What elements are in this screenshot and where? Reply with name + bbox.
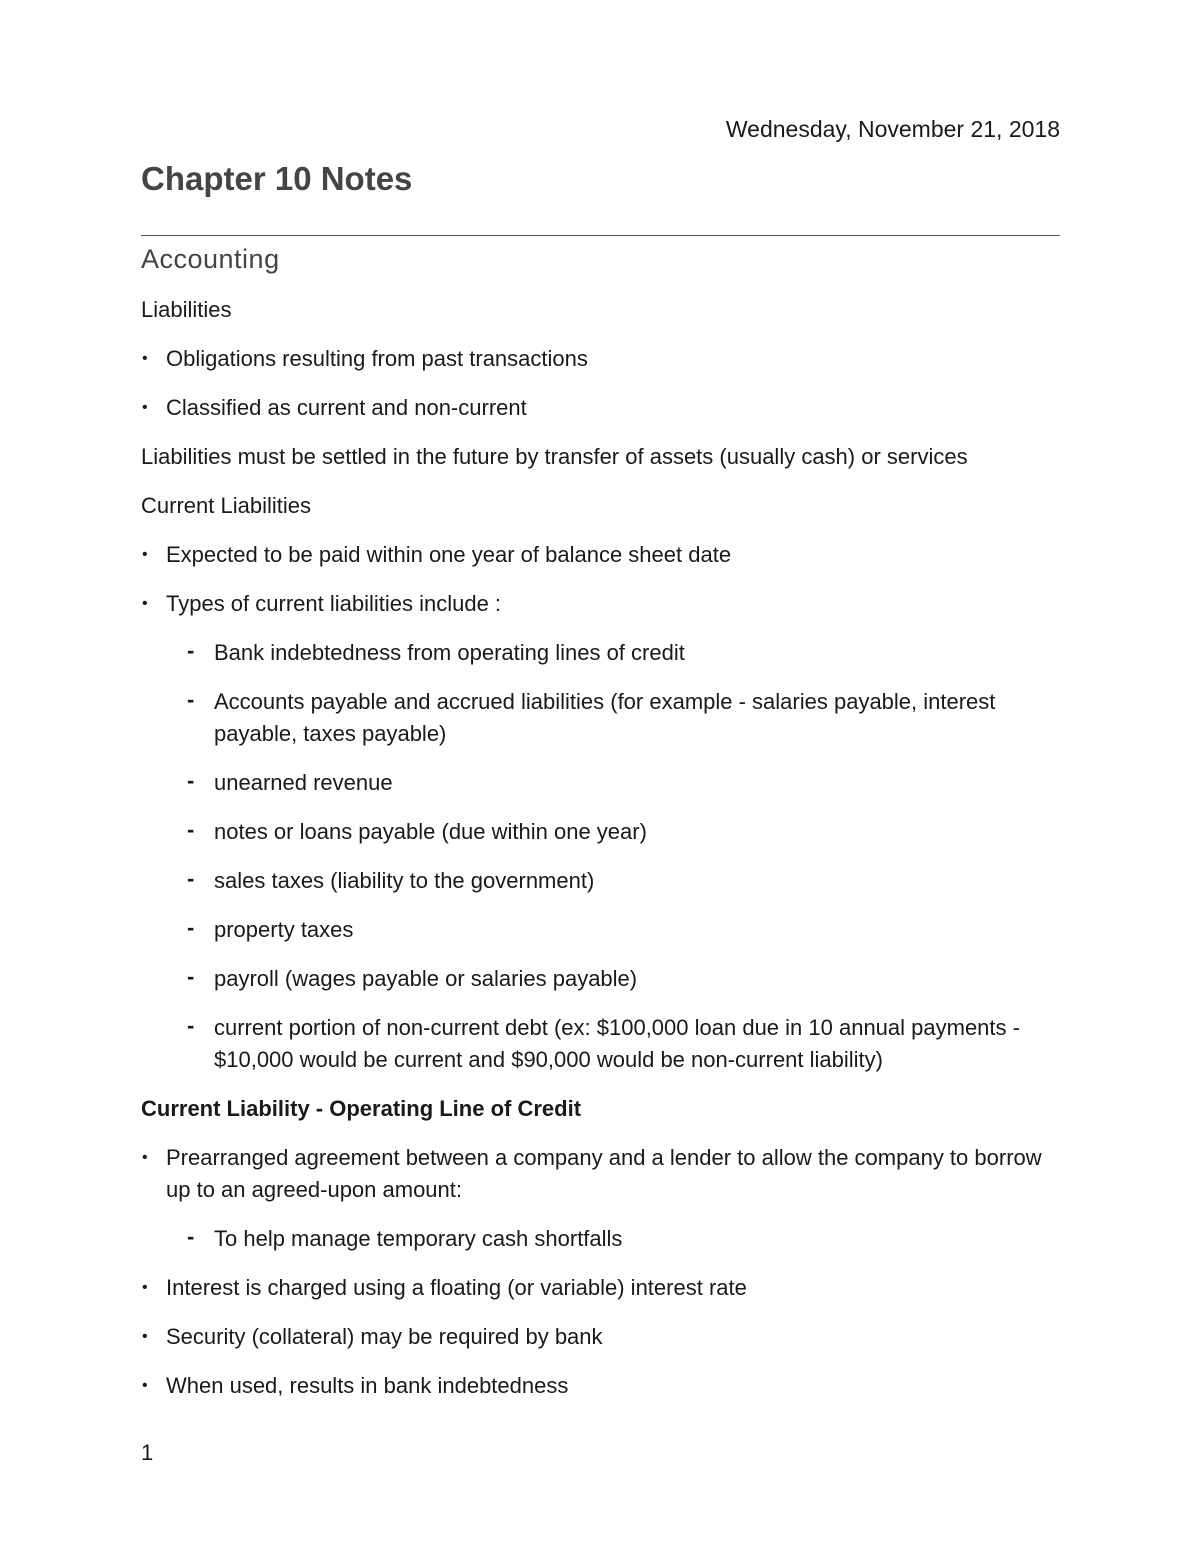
dash-marker: - (187, 964, 195, 989)
bullet-item (141, 588, 1061, 620)
bullet-marker: • (142, 399, 148, 416)
bullet-marker: • (142, 1377, 148, 1394)
dash-marker: - (187, 687, 195, 712)
paragraph: Current Liabilities (141, 493, 311, 518)
item-text: Classified as current and non-current (166, 395, 527, 420)
bullet-item (141, 343, 1061, 375)
item-text: Prearranged agreement between a company and a lender to allow the company to borrow up to an agreed-upon amount: (166, 1145, 1042, 1202)
item-text: current portion of non-current debt (ex: $100,000 loan due in 10 annual payments - $10,000 would be current and $90,000 would be non-current liability) (214, 1015, 1020, 1072)
dash-marker: - (187, 1013, 195, 1038)
item-text: notes or loans payable (due within one year) (214, 819, 647, 844)
sub-bullet-item (141, 686, 1061, 750)
section-heading: Accounting (141, 244, 280, 274)
bullet-item (141, 1370, 1061, 1402)
sub-bullet-item (141, 914, 1061, 946)
item-text: payroll (wages payable or salaries payable) (214, 966, 638, 991)
dash-marker: - (187, 638, 195, 663)
page-title: Chapter 10 Notes (141, 160, 413, 197)
sub-bullet-item (141, 963, 1061, 995)
dash-marker: - (187, 1224, 195, 1249)
item-text: Obligations resulting from past transactions (166, 346, 588, 371)
sub-bullet-item (141, 1223, 1061, 1255)
bullet-marker: • (142, 1328, 148, 1345)
notes-body (141, 294, 1061, 1419)
item-text: Interest is charged using a floating (or variable) interest rate (166, 1275, 747, 1300)
item-text: Accounts payable and accrued liabilities (for example - salaries payable, interest payable, taxes payable) (214, 689, 996, 746)
note-date: Wednesday, November 21, 2018 (725, 116, 1060, 142)
dash-marker: - (187, 768, 195, 793)
bullet-marker: • (142, 1149, 148, 1166)
bullet-marker: • (142, 595, 148, 612)
title-divider (141, 235, 1060, 236)
subheading: Current Liability - Operating Line of Credit (141, 1096, 582, 1121)
dash-marker: - (187, 915, 195, 940)
item-text: Expected to be paid within one year of balance sheet date (166, 542, 732, 567)
item-text: Bank indebtedness from operating lines of credit (214, 640, 685, 665)
sub-bullet-item (141, 816, 1061, 848)
item-text: Types of current liabilities include : (166, 591, 502, 616)
item-text: property taxes (214, 917, 354, 942)
bullet-marker: • (142, 350, 148, 367)
bullet-marker: • (142, 546, 148, 563)
sub-bullet-item (141, 1012, 1061, 1076)
bullet-item (141, 1142, 1061, 1206)
paragraph: Liabilities (141, 297, 232, 322)
bullet-marker: • (142, 1279, 148, 1296)
sub-bullet-item (141, 865, 1061, 897)
dash-marker: - (187, 817, 195, 842)
sub-bullet-item (141, 637, 1061, 669)
bullet-item (141, 1321, 1061, 1353)
page-number: 1 (141, 1440, 154, 1465)
bullet-item (141, 392, 1061, 424)
sub-bullet-item (141, 767, 1061, 799)
paragraph: Liabilities must be settled in the future by transfer of assets (usually cash) or services (141, 444, 968, 469)
item-text: unearned revenue (214, 770, 393, 795)
bullet-item (141, 539, 1061, 571)
item-text: To help manage temporary cash shortfalls (214, 1226, 623, 1251)
item-text: Security (collateral) may be required by bank (166, 1324, 603, 1349)
item-text: sales taxes (liability to the government) (214, 868, 595, 893)
dash-marker: - (187, 866, 195, 891)
bullet-item (141, 1272, 1061, 1304)
item-text: When used, results in bank indebtedness (166, 1373, 569, 1398)
